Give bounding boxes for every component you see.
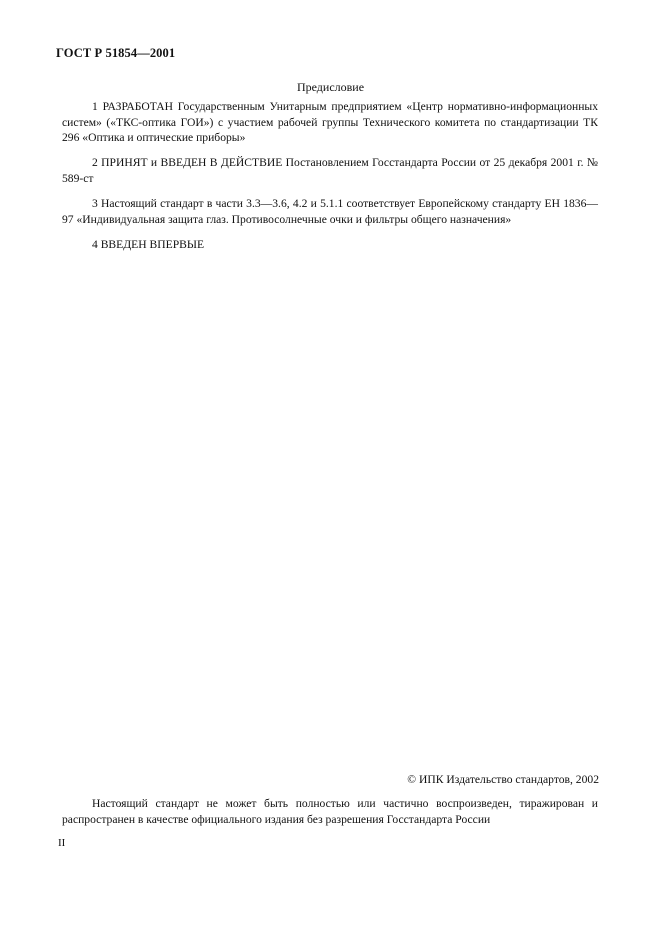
document-header: ГОСТ Р 51854—2001 xyxy=(56,46,176,60)
copyright-line: © ИПК Издательство стандартов, 2002 xyxy=(407,773,599,786)
paragraph-developed-by: 1 РАЗРАБОТАН Государственным Унитарным предприятием «Центр нормативно-информационных систем» («ТКС-оптика ГОИ») с участием рабочей группы Технического комитета по стандартизации ТК 296 «Оптика и оптические приборы» xyxy=(62,100,598,144)
paragraph-correspondence: 3 Настоящий стандарт в части 3.3—3.6, 4.2 и 5.1.1 соответствует Европейскому стандарту ЕН 1836—97 «Индивидуальная защита глаз. Противосолнечные очки и фильтры общего назначения» xyxy=(62,197,598,226)
reproduction-notice: Настоящий стандарт не может быть полностью или частично воспроизведен, тиражирован и распространен в качестве официального издания без разрешения Госстандарта России xyxy=(62,797,598,826)
section-title: Предисловие xyxy=(296,80,365,94)
page-number: II xyxy=(58,837,66,849)
paragraph-introduced-first: 4 ВВЕДЕН ВПЕРВЫЕ xyxy=(92,238,205,251)
paragraph-adopted: 2 ПРИНЯТ и ВВЕДЕН В ДЕЙСТВИЕ Постановлением Госстандарта России от 25 декабря 2001 г. № 589-ст xyxy=(62,156,598,185)
